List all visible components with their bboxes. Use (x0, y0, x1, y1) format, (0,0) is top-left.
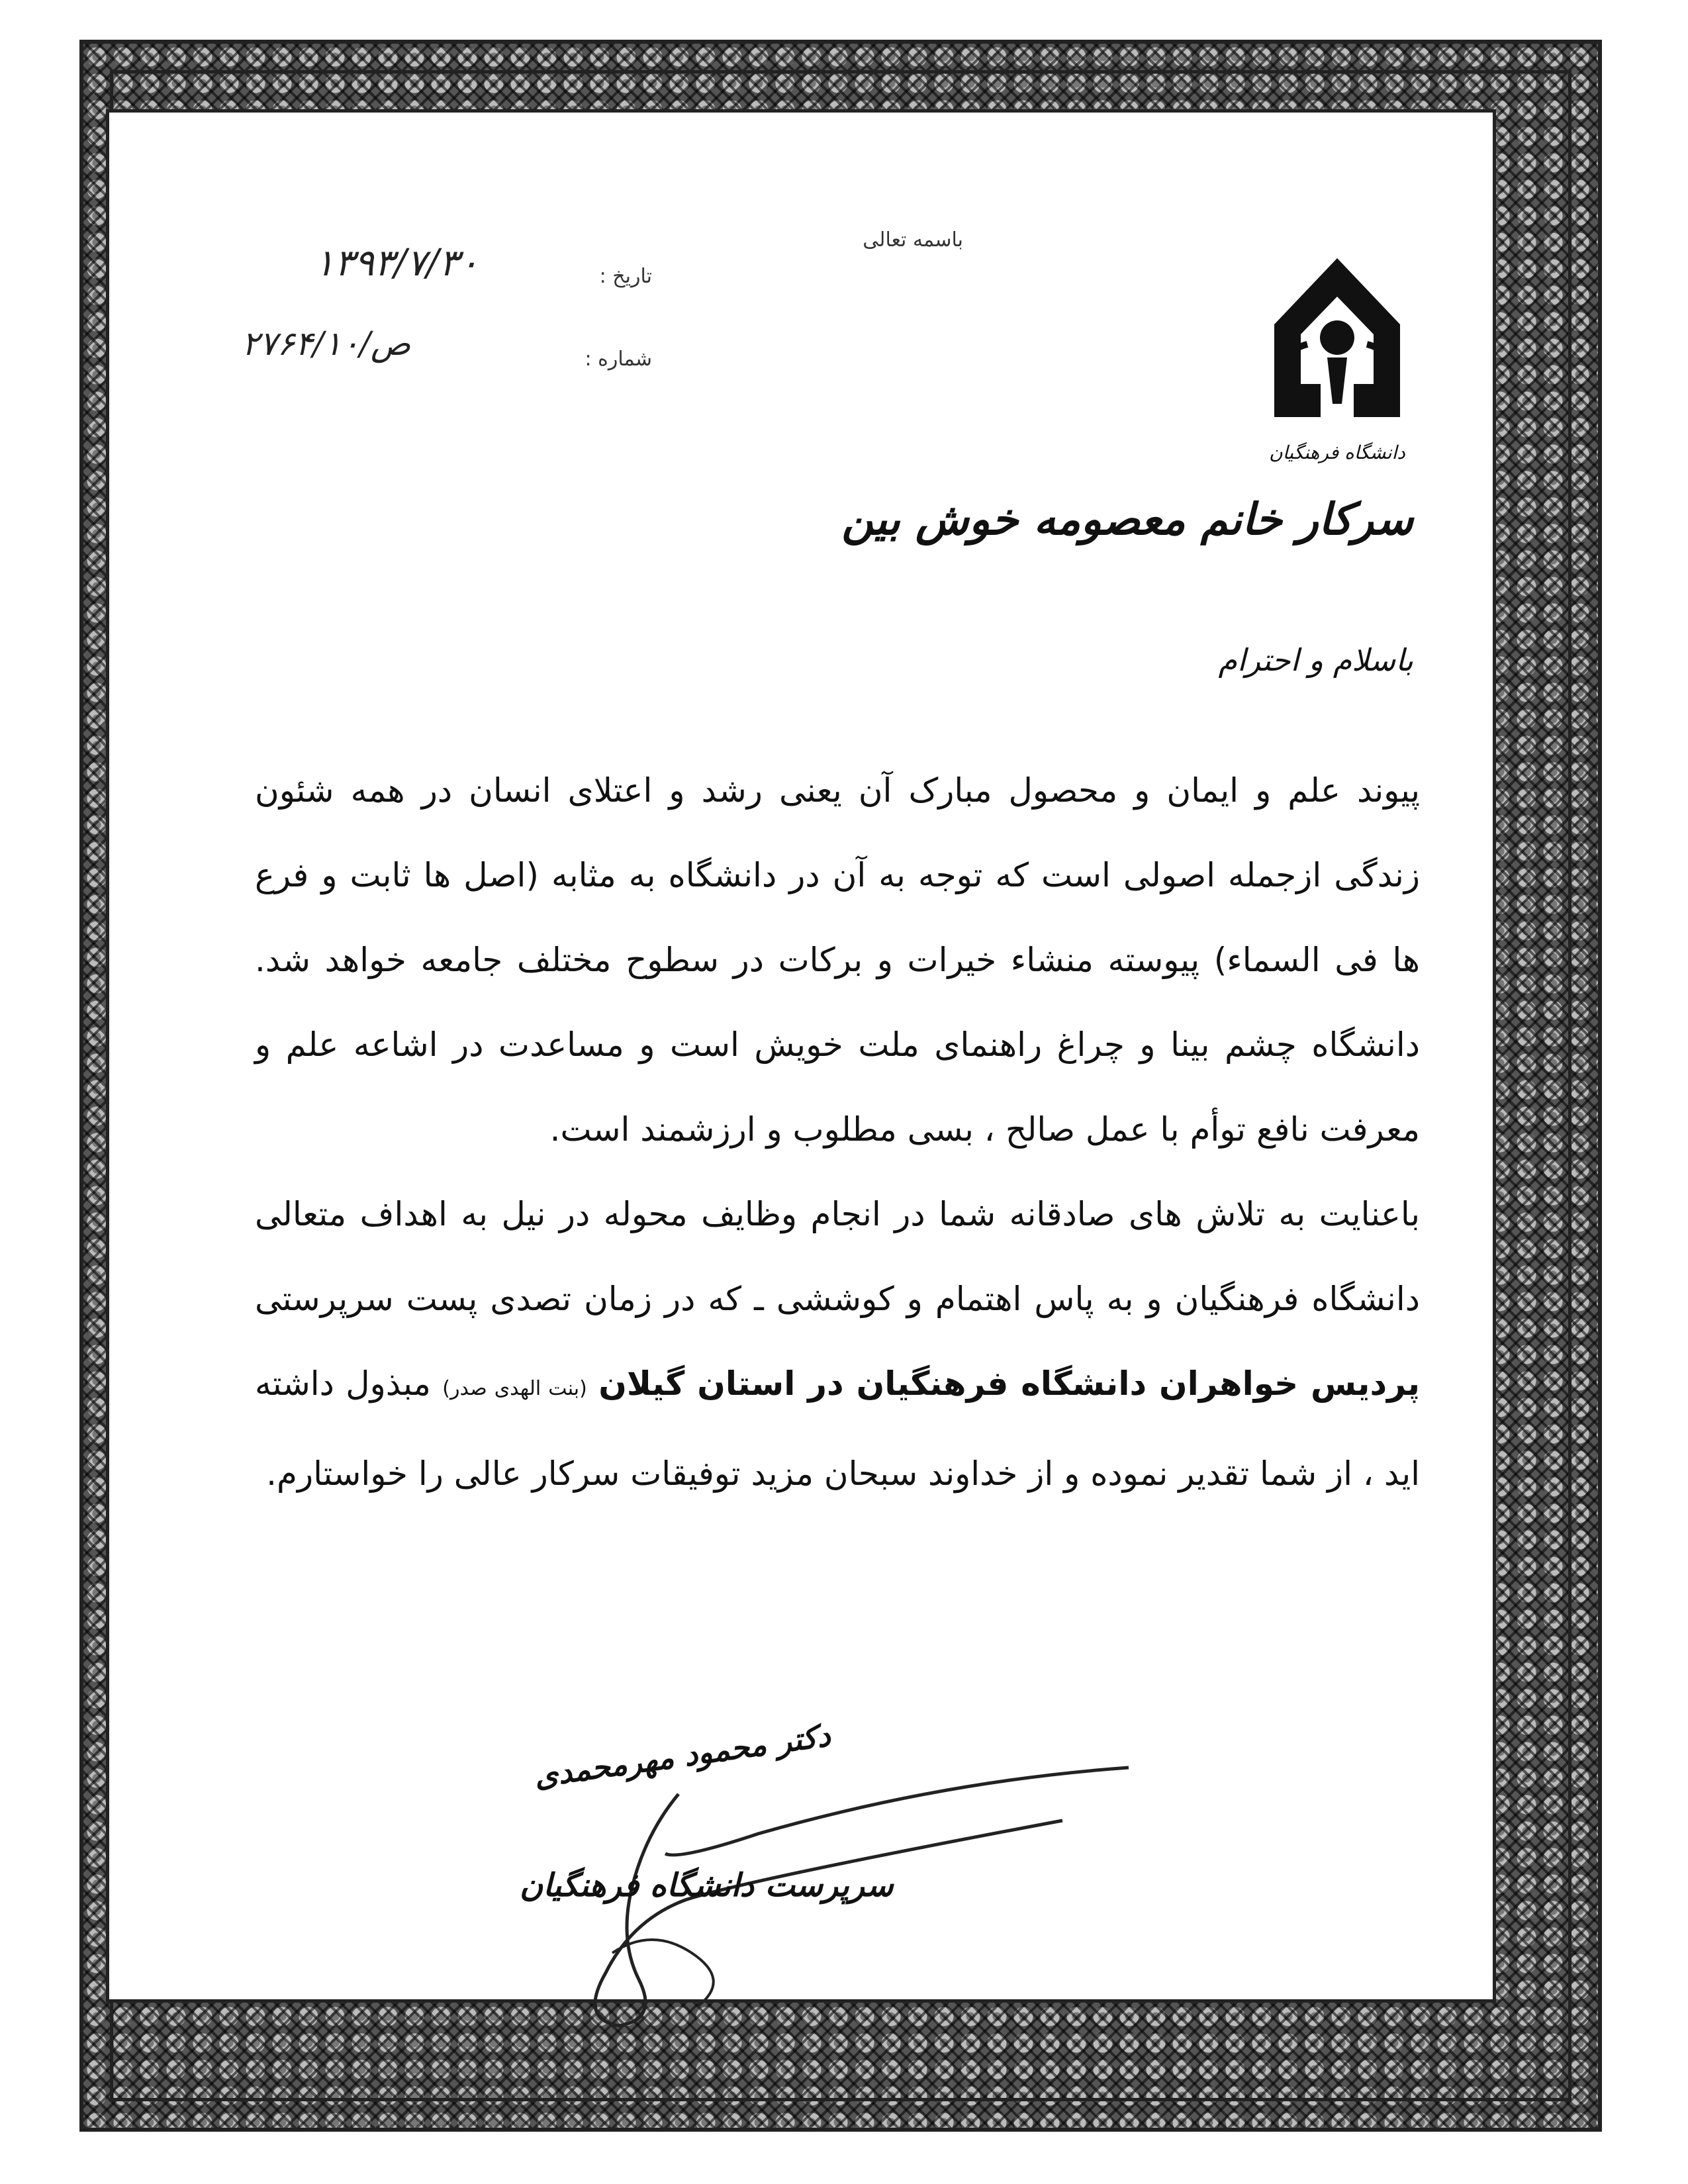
body-paragraph-2-part-2: مبذول داشته اید ، از شما تقدیر نموده و از خداوند سبحان مزید توفیقات سرکار عالی را خواستارم. (255, 1364, 1420, 1493)
recipient-name: سرکار خانم معصومه خوش بین (841, 493, 1413, 545)
university-logo (1261, 245, 1413, 463)
campus-subname: (بنت الهدی صدر) (442, 1377, 587, 1400)
greeting: باسلام و احترام (1218, 642, 1413, 678)
date-value: ۱۳۹۳/۷/۳۰ (314, 242, 479, 285)
body-paragraph-2 (255, 1172, 1420, 1516)
letter-paper (106, 109, 1496, 2003)
signatory-title: سرپرست دانشگاه فرهنگیان (520, 1867, 894, 1904)
date-label: تاریخ : (599, 265, 652, 288)
campus-name: پردیس خواهران دانشگاه فرهنگیان در استان گیلان (598, 1364, 1420, 1403)
body-paragraph-1: پیوند علم و ایمان و محصول مبارک آن یعنی رشد و اعتلای انسان در همه شئون زندگی ازجمله اصولی است که توجه به آن در دانشگاه به مثابه (اصل ها ثابت و فرع ها فی السماء) پیوسته منشاء خیرات و برکات در سطوح مختلف جامعه خواهد شد. دانشگاه چشم بینا و چراغ راهنمای ملت خویش است و مساعدت در اشاعه علم و معرفت نافع توأم با عمل صالح ، بسی مطلوب و ارزشمند است. (255, 771, 1420, 1149)
number-label: شماره : (585, 348, 652, 371)
body-paragraph-2-part-1: باعنایت به تلاش های صادقانه شما در انجام وظایف محوله در نیل به اهداف متعالی دانشگاه فرهنگیان و به پاس اهتمام و کوششی ـ که در زمان تصدی پست سرپرستی (255, 1195, 1420, 1318)
number-value: ۲۷۶۴/۱۰/ص (242, 324, 411, 363)
invocation: باسمه تعالی (863, 228, 963, 252)
signatory-name: دکتر محمود مهرمحمدی (532, 1717, 833, 1795)
university-emblem-icon (1261, 245, 1413, 430)
logo-caption: دانشگاه فرهنگیان (1269, 442, 1405, 463)
letter-body (255, 748, 1420, 1516)
